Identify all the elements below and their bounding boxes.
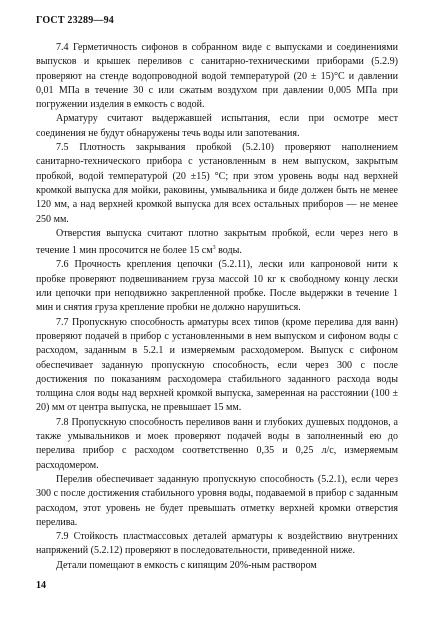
paragraph-7-5-result-text: Отверстия выпуска считают плотно закрытым пробкой, если через него в течение 1 мин просочится не более 15 см [36, 227, 398, 257]
document-body [36, 41, 398, 573]
paragraph-7-5-result [36, 227, 398, 259]
paragraph-7-9-step: Детали помещают в емкость с кипящим 20%-ным раствором [56, 559, 317, 571]
page-number: 14 [36, 580, 46, 591]
cubic-exponent: 3 [212, 245, 216, 252]
paragraph-7-6: 7.6 Прочность крепления цепочки (5.2.11), лески или капроновой нити к пробке проверяют подвешиванием груза массой 10 кг к свободному концу лески или цепочки при неподвижно закрепленной пробке. После выдержки в течение 1 мин и снятия груза крепление пробки не должно нарушиться. [36, 259, 398, 314]
paragraph-7-8-result: Перелив обеспечивает заданную пропускную способность (5.2.1), если через 300 с после достижения стабильного уровня воды, подаваемой в прибор с заданным расходом, этот уровень не будет превышать отметку верхней кромки отверстия перелива. [36, 473, 398, 528]
paragraph-7-5-result-suffix: воды. [215, 245, 242, 257]
document-code-header: ГОСТ 23289—94 [36, 15, 115, 26]
paragraph-7-5: 7.5 Плотность закрывания пробкой (5.2.10) проверяют наполнением санитарно-технического прибора с установленным в нем выпуском, закрытым пробкой, водой температурой (20 ±15) °С; при этом уровень воды над верхней кромкой выпуска для мойки, раковины, умывальника и биде должен быть не менее 120 мм, а над верхней кромкой выпуска для всех остальных приборов — не менее 250 мм. [36, 142, 398, 225]
paragraph-7-8: 7.8 Пропускную способность переливов ванн и глубоких душевых поддонов, а также умывальников и моек проверяют подачей воды в заполненный ею до перелива прибор с расходом соответственно 0,35 и 0,25 л/с, измеряемым расходомером. [36, 416, 398, 471]
paragraph-7-9: 7.9 Стойкость пластмассовых деталей арматуры к воздействию внутренних напряжений (5.2.12) проверяют в последовательности, приведенной ниже. [36, 531, 398, 557]
paragraph-7-7: 7.7 Пропускную способность арматуры всех типов (кроме перелива для ванн) проверяют подачей в прибор с установленными в нем выпуском и сифоном воды с расходом, заданным в 5.2.1 и измеряемым расходомером. Выпуск с сифоном обеспечивает заданную пропускную способность, если через 300 с после достижения по показаниям расходомера стабильного заданного расхода воды толщина слоя воды над верхней кромкой выпуска, замеренная на расстоянии (100 ± 20) мм от центра выпуска, не превышает 15 мм. [36, 316, 398, 414]
paragraph-7-4: 7.4 Герметичность сифонов в собранном виде с выпусками и соединениями выпусков и крышек переливов с санитарно-техническими приборами (5.2.9) проверяют на стенде водопроводной водой температурой (20 ± 15)°С и давлении 0,01 МПа в течение 30 с или сжатым воздухом при давлении 0,005 МПа при погружении изделия в емкость с водой. [36, 42, 398, 111]
paragraph-7-4-result: Арматуру считают выдержавшей испытания, если при осмотре мест соединения не будут обнаружены течь воды или запотевания. [36, 113, 398, 139]
